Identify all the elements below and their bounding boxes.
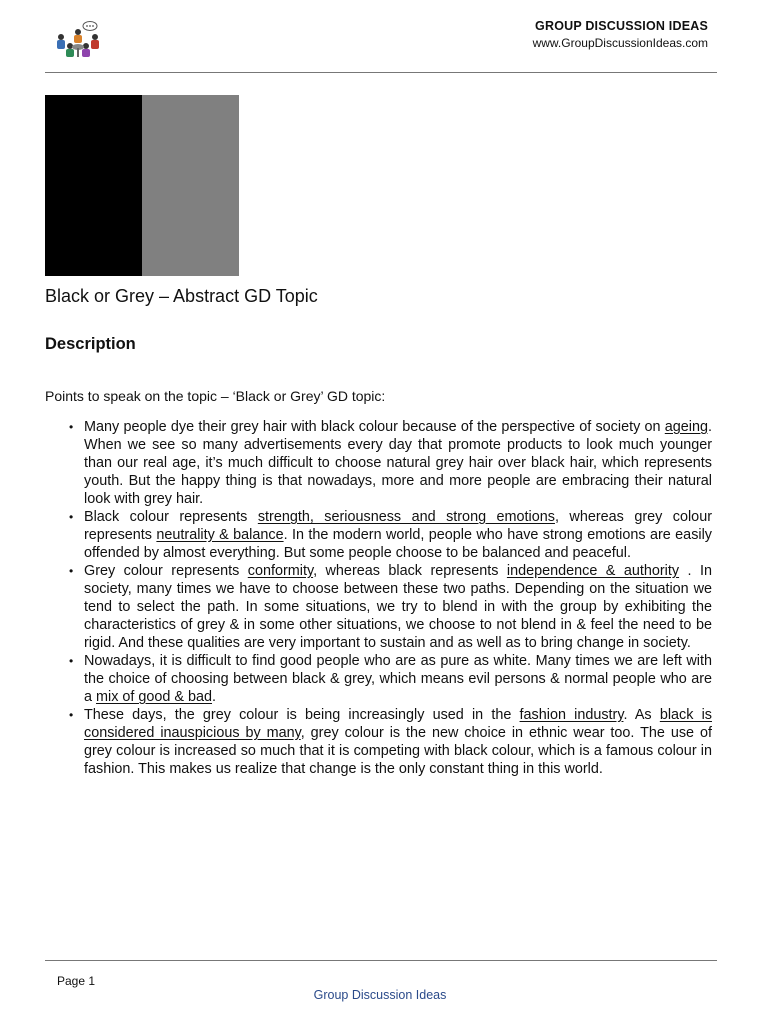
underlined-phrase: conformity xyxy=(247,563,314,579)
bullet-icon: • xyxy=(69,564,74,578)
point-text: Black colour represents xyxy=(84,509,258,525)
point-text: These days, the grey colour is being increasingly used in the xyxy=(84,707,520,723)
section-heading: Description xyxy=(45,335,136,353)
bullet-icon: • xyxy=(69,510,74,524)
point-text: Many people dye their grey hair with black colour because of the perspective of society on xyxy=(84,419,665,435)
list-item xyxy=(45,706,712,778)
grey-block xyxy=(142,95,239,276)
page-number: Page 1 xyxy=(57,974,96,988)
bullet-icon: • xyxy=(69,654,74,668)
point-text: . xyxy=(212,689,217,705)
header-divider xyxy=(45,72,717,73)
point-text: Grey colour represents xyxy=(84,563,248,579)
black-block xyxy=(45,95,142,276)
list-item xyxy=(45,508,712,562)
point-text: . As xyxy=(623,707,660,723)
site-url[interactable]: www.GroupDiscussionIdeas.com xyxy=(532,36,708,50)
list-item xyxy=(45,418,712,508)
point-text: . When we see so many advertisements every day that promote products to look much younger than our real age, it’s much difficult to choose natural grey hair over black hair, which represents youth. But the happy thing is that nowadays, more and more people are embracing their natural look with grey hair. xyxy=(84,419,712,507)
underlined-phrase: fashion industry xyxy=(519,707,624,723)
underlined-phrase: strength, seriousness and strong emotions xyxy=(257,509,555,525)
point-text: Nowadays, it is difficult to find good people who are as pure as white. Many times we are left with the choice of choosing between black & grey, which means evil persons & normal people who are a xyxy=(84,653,712,705)
point-text: , whereas grey colour represents xyxy=(84,509,712,543)
underlined-phrase: neutrality & balance xyxy=(156,527,284,543)
underlined-phrase: mix of good & bad xyxy=(96,689,213,705)
list-item xyxy=(45,562,712,652)
bullet-icon: • xyxy=(69,708,74,722)
black-grey-image xyxy=(45,95,239,276)
points-list xyxy=(45,418,712,778)
intro-text: Points to speak on the topic – ‘Black or Grey’ GD topic: xyxy=(45,388,386,404)
footer-divider xyxy=(45,960,717,961)
point-text: , whereas black represents xyxy=(313,563,507,579)
list-item xyxy=(45,652,712,706)
point-text: . In the modern world, people who have strong emotions are easily offended by almost everything. But some people choose to be balanced and peaceful. xyxy=(84,527,712,561)
site-header xyxy=(533,18,708,51)
group-discussion-logo-icon xyxy=(52,20,104,60)
point-text: . In society, many times we have to choose between these two paths. Depending on the situation we tend to select the path. In some situations, we try to blend in with the group by exhibiting the characteristics of grey & in some other situations, we choose to not blend in & feel the need to be rigid. And these qualities are very important to sustain and as well as to bring change in society. xyxy=(84,563,712,651)
underlined-phrase: independence & authority xyxy=(506,563,680,579)
site-title: GROUP DISCUSSION IDEAS xyxy=(535,19,708,33)
point-text: , grey colour is the new choice in ethnic wear too. The use of grey colour is increased so much that it is competing with black colour, which is a famous colour in fashion. This makes us realize that change is the only constant thing in this world. xyxy=(84,725,712,777)
article-title: Black or Grey – Abstract GD Topic xyxy=(45,286,318,306)
footer-site-name: Group Discussion Ideas xyxy=(313,988,447,1002)
bullet-icon: • xyxy=(69,420,74,434)
underlined-phrase: ageing xyxy=(664,419,708,435)
underlined-phrase: black is considered inauspicious by many xyxy=(84,707,712,741)
